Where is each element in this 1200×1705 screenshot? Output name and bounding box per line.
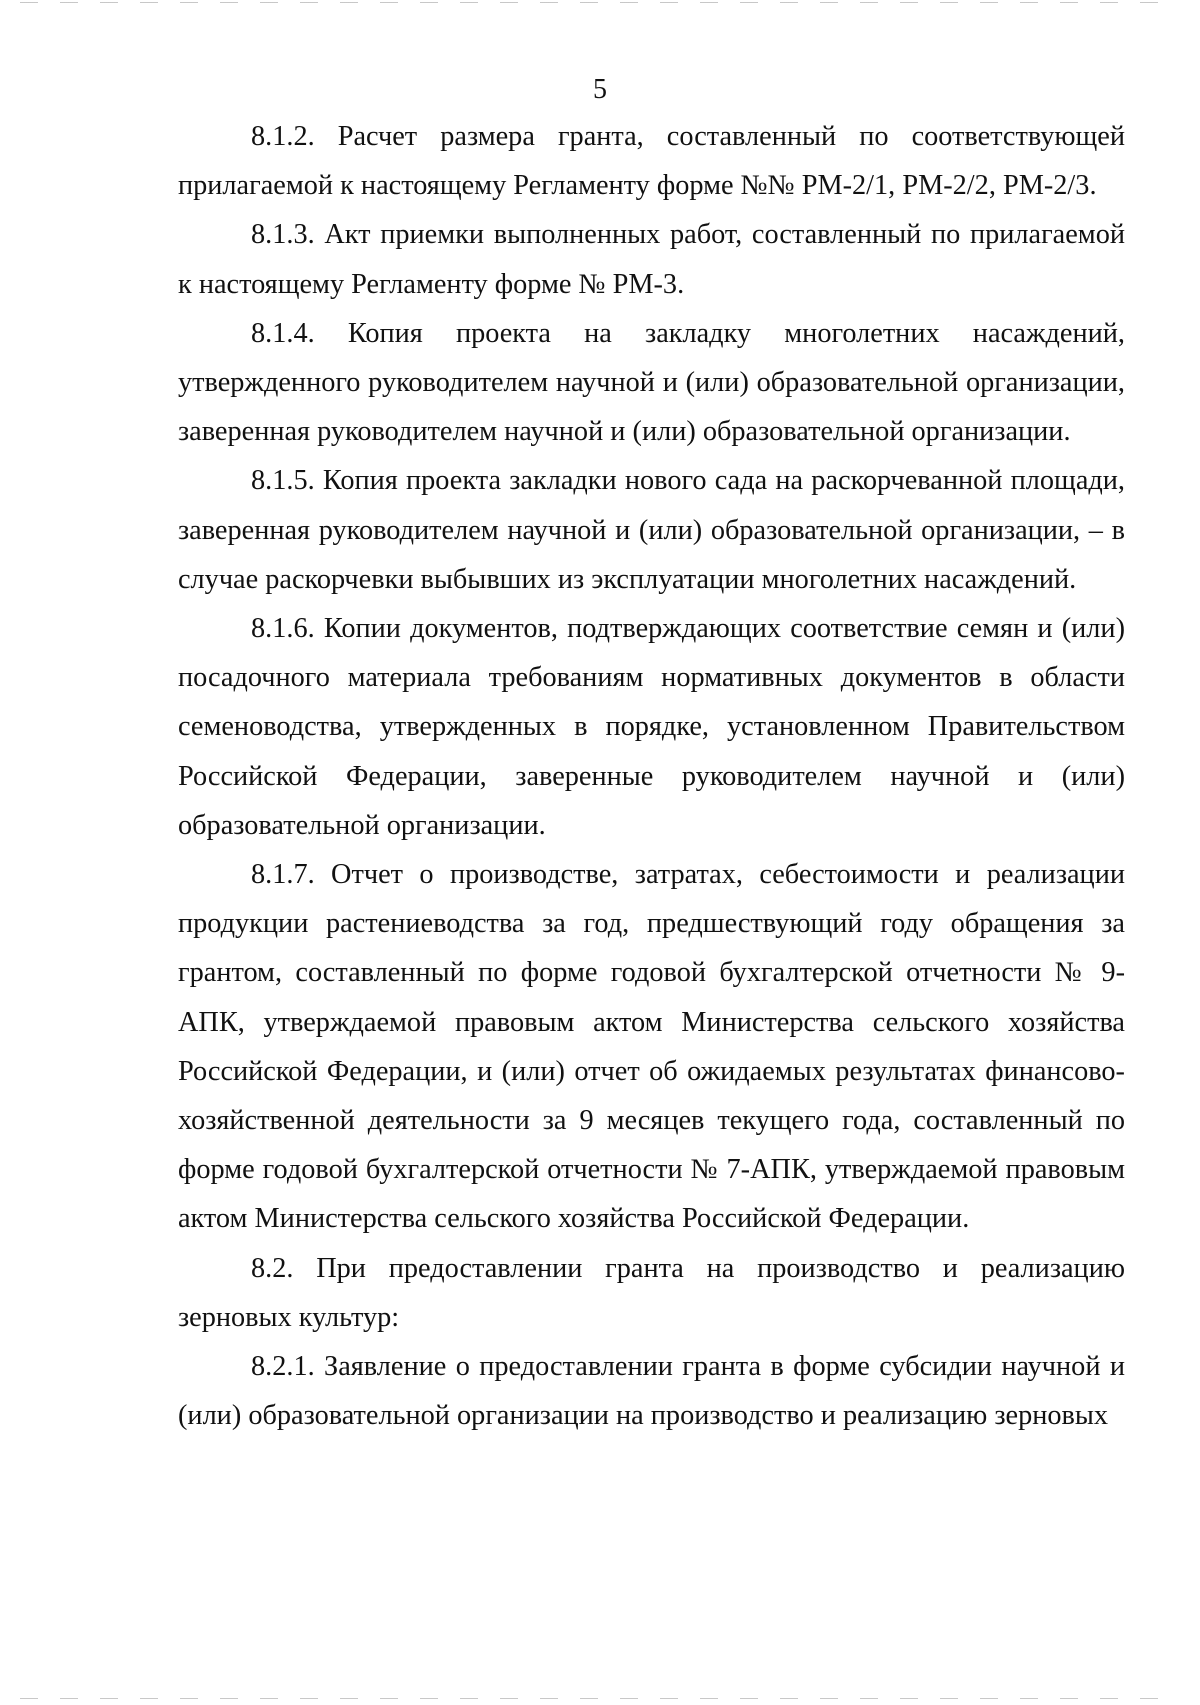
paragraph-8-2: 8.2. При предоставлении гранта на производство и реализацию зерновых культур:: [178, 1252, 1125, 1333]
scan-artifact-top: [20, 2, 1180, 3]
document-body: [178, 112, 1125, 1440]
paragraph-8-1-4: 8.1.4. Копия проекта на закладку многолетних насаждений, утвержденного руководителем научной и (или) образовательной организации, заверенная руководителем научной и (или) образовательной организации.: [178, 317, 1125, 448]
paragraph-8-1-6: 8.1.6. Копии документов, подтверждающих соответствие семян и (или) посадочного материала требованиям нормативных документов в области семеноводства, утвержденных в порядке, установленном Правительством Российской Федерации, заверенные руководителем научной и (или) образовательной организации.: [178, 613, 1125, 841]
paragraph-8-1-3: 8.1.3. Акт приемки выполненных работ, составленный по прилагаемой к настоящему Регламенту форме № РМ-3.: [178, 219, 1125, 300]
page-number: 5: [593, 74, 607, 105]
scan-artifact-bottom: [20, 1698, 1180, 1699]
paragraph-8-1-7: 8.1.7. Отчет о производстве, затратах, себестоимости и реализации продукции растениеводства за год, предшествующий году обращения за грантом, составленный по форме годовой бухгалтерской отчетности № 9-АПК, утверждаемой правовым актом Министерства сельского хозяйства Российской Федерации, и (или) отчет об ожидаемых результатах финансово-хозяйственной деятельности за 9 месяцев текущего года, составленный по форме годовой бухгалтерской отчетности № 7-АПК, утверждаемой правовым актом Министерства сельского хозяйства Российской Федерации.: [178, 859, 1125, 1235]
paragraph-8-1-5: 8.1.5. Копия проекта закладки нового сада на раскорчеванной площади, заверенная руководителем научной и (или) образовательной организации, – в случае раскорчевки выбывших из эксплуатации многолетних насаждений.: [178, 465, 1125, 595]
paragraph-8-2-1: 8.2.1. Заявление о предоставлении гранта в форме субсидии научной и (или) образовательной организации на производство и реализацию зерновых: [178, 1351, 1125, 1432]
paragraph-8-1-2: 8.1.2. Расчет размера гранта, составленный по соответствующей прилагаемой к настоящему Регламенту форме №№ РМ-2/1, РМ-2/2, РМ-2/3.: [178, 121, 1125, 202]
